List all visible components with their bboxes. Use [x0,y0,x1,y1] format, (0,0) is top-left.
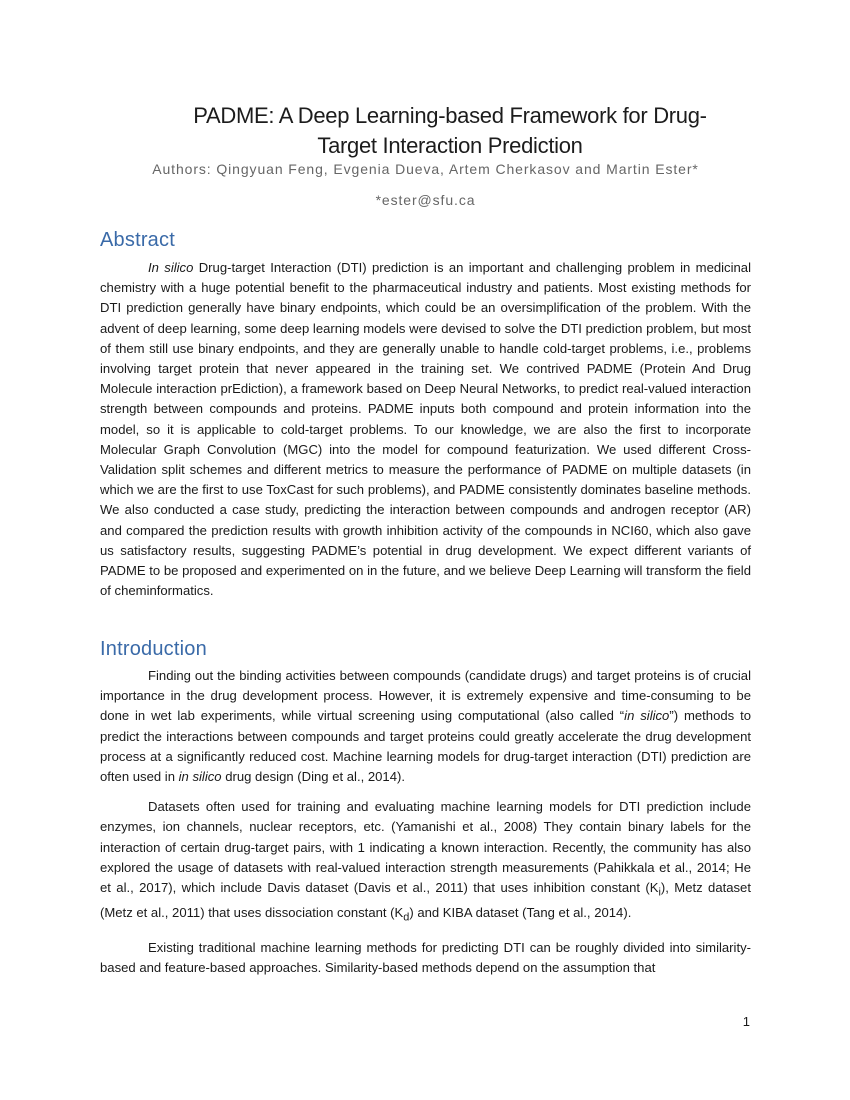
intro-p2-text-b: ), Metz dataset (Metz et al., 2011) that uses dissociation constant (K [100,880,751,920]
intro-p1-text-a: Finding out the binding activities between compounds (candidate drugs) and target proteins is of crucial importance in the drug development process. However, it is extremely expensive and time-consuming to be done in wet lab experiments, while virtual screening using computational (also called “ [100,668,751,724]
abstract-text: Drug-target Interaction (DTI) prediction is an important and challenging problem in medicinal chemistry with a huge potential benefit to the pharmaceutical industry and patients. Most existing methods for DTI prediction generally have binary endpoints, which could be an oversimplification of the problem. With the advent of deep learning, some deep learning models were devised to solve the DTI prediction problem, but most of them still use binary endpoints, and they are generally unable to handle cold-target problems, i.e., problems involving target protein that never appeared in the training set. We contrived PADME (Protein And Drug Molecule interaction prEdiction), a framework based on Deep Neural Networks, to predict real-valued interaction strength between compounds and proteins. PADME inputs both compound and protein information into the model, so it is applicable to cold-target problems. To our knowledge, we are also the first to incorporate Molecular Graph Convolution (MGC) into the model for compound featurization. We used different Cross-Validation split schemes and different metrics to measure the performance of PADME on multiple datasets (in which we are the first to use ToxCast for such problems), and PADME consistently dominates baseline methods. We also conducted a case study, predicting the interaction between compounds and androgen receptor (AR) and compared the prediction results with growth inhibition activity of the compounds in NCI60, which also gave us satisfactory results, suggesting PADME’s potential in drug development. We expect different variants of PADME to be proposed and experimented on in the future, and we believe Deep Learning will transform the field of cheminformatics. [100,260,751,599]
abstract-italic-lead: In silico [148,260,194,275]
author-list: Authors: Qingyuan Feng, Evgenia Dueva, Artem Cherkasov and Martin Ester* [152,161,699,177]
intro-p1-text-c: drug design (Ding et al., 2014). [221,769,405,785]
intro-p2-subscript-2: d [403,911,410,924]
intro-paragraph-1 [100,666,751,787]
paper-title: PADME: A Deep Learning-based Framework for Drug-Target Interaction Prediction [193,103,707,158]
page-number: 1 [742,1014,750,1029]
abstract-heading: Abstract [100,229,175,251]
corresponding-email: *ester@sfu.ca [375,192,476,208]
intro-paragraph-3: Existing traditional machine learning methods for predicting DTI can be roughly divided into similarity-based and feature-based approaches. Similarity-based methods depend on the assumption that [100,939,751,975]
intro-p2-text-c: ) and KIBA dataset (Tang et al., 2014). [409,904,632,920]
intro-p1-italic-1: in silico [624,708,670,724]
intro-p1-text-b: ”) methods to predict the interactions between compounds and target proteins could greatly accelerate the drug development process at a significantly reduced cost. Machine learning models for drug-target interaction (DTI) prediction are often used in [100,708,751,785]
intro-paragraph-2 [100,797,751,927]
intro-p2-subscript-1: i [658,886,661,899]
intro-p1-italic-2: in silico [178,769,222,785]
introduction-heading: Introduction [100,638,207,660]
intro-p2-text-a: Datasets often used for training and evaluating machine learning models for DTI prediction include enzymes, ion channels, nuclear receptors, etc. (Yamanishi et al., 2008) They contain binary labels for the interaction of certain drug-target pairs, with 1 indicating a known interaction. Recently, the community has also explored the usage of datasets with real-valued interaction strength measurements (Pahikkala et al., 2014; He et al., 2017), which include Davis dataset (Davis et al., 2011) that uses inhibition constant (K [100,799,751,896]
abstract-body [100,258,751,611]
introduction-body [100,666,751,988]
abstract-paragraph [100,258,751,601]
